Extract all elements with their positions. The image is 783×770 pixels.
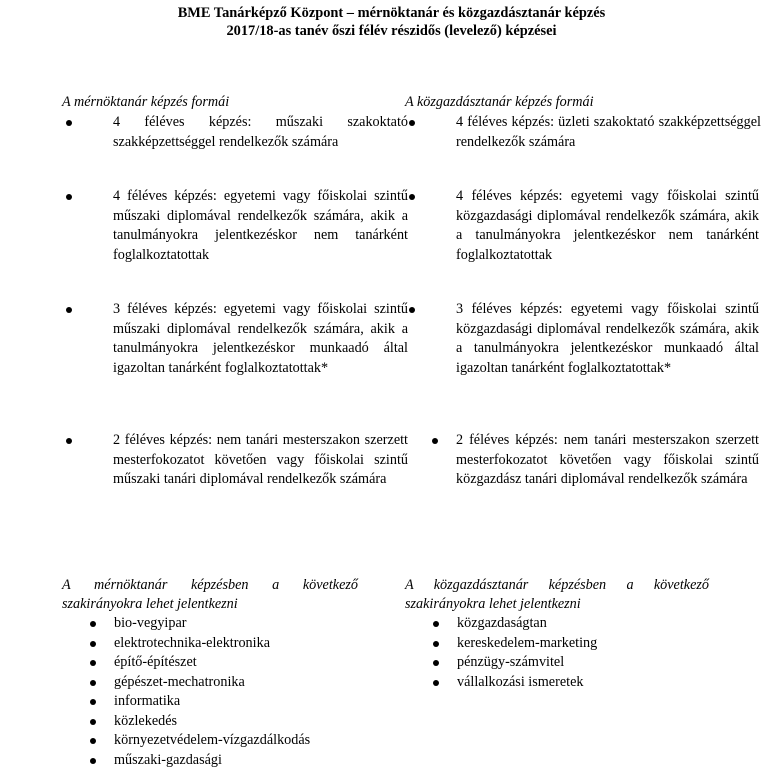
list-item: informatika xyxy=(62,692,358,712)
bullet-icon xyxy=(409,307,415,313)
list-item: vállalkozási ismeretek xyxy=(405,673,709,693)
left-spec-heading: A mérnöktanár képzésben a következő szakirányokra lehet jelentkezni xyxy=(62,576,358,614)
left-forms-heading: A mérnöktanár képzés formái xyxy=(62,93,362,112)
bullet-icon xyxy=(90,621,96,627)
list-item: kereskedelem-marketing xyxy=(405,634,709,654)
list-item: közgazdaságtan xyxy=(405,614,709,634)
title-line-2: 2017/18-as tanév őszi félév részidős (levelező) képzései xyxy=(0,22,783,40)
title-line-1: BME Tanárképző Központ – mérnöktanár és közgazdásztanár képzés xyxy=(0,4,783,22)
bullet-icon xyxy=(433,641,439,647)
list-item: bio-vegyipar xyxy=(62,614,358,634)
right-spec-list xyxy=(405,614,709,692)
right-form-2-wrap xyxy=(405,187,705,265)
right-form-item-3: 3 féléves képzés: egyetemi vagy főiskolai szintű közgazdasági diplomával rendelkezők számára, akik a tanulmányokra jelentkezéskor munkaadó által igazoltan tanárként foglalkoztatottak* xyxy=(405,300,759,378)
bullet-icon xyxy=(66,120,72,126)
left-form-4-wrap xyxy=(62,431,362,490)
right-form-item-2: 4 féléves képzés: egyetemi vagy főiskolai szintű közgazdasági diplomával rendelkezők számára, akik a tanulmányokra jelentkezéskor nem tanárként foglalkoztatottak xyxy=(405,187,759,265)
document-title xyxy=(0,4,783,40)
bullet-icon xyxy=(90,660,96,666)
right-column xyxy=(405,93,705,152)
right-spec-section xyxy=(405,576,709,692)
left-form-item-4: 2 féléves képzés: nem tanári mesterszakon szerzett mesterfokozatot követően vagy főiskolai szintű műszaki tanári diplomával rendelkezők számára xyxy=(62,431,408,490)
bullet-icon xyxy=(433,621,439,627)
right-form-3-wrap xyxy=(405,300,705,378)
list-item: környezetvédelem-vízgazdálkodás xyxy=(62,731,358,751)
left-form-3-wrap xyxy=(62,300,362,378)
list-item: műszaki-gazdasági xyxy=(62,751,358,770)
bullet-icon xyxy=(90,699,96,705)
left-form-item-2: 4 féléves képzés: egyetemi vagy főiskolai szintű műszaki diplomával rendelkezők számára, akik a tanulmányokra jelentkezéskor nem tanárként foglalkoztatottak xyxy=(62,187,408,265)
bullet-icon xyxy=(90,680,96,686)
right-forms-heading: A közgazdásztanár képzés formái xyxy=(405,93,705,112)
left-spec-section xyxy=(62,576,358,770)
bullet-icon xyxy=(409,120,415,126)
list-item: közlekedés xyxy=(62,712,358,732)
bullet-icon xyxy=(432,438,438,444)
bullet-icon xyxy=(90,738,96,744)
left-spec-list xyxy=(62,614,358,770)
bullet-icon xyxy=(409,194,415,200)
list-item: építő-építészet xyxy=(62,653,358,673)
bullet-icon xyxy=(66,438,72,444)
left-form-item-1: 4 féléves képzés: műszaki szakoktató szakképzettséggel rendelkezők számára xyxy=(62,113,408,152)
left-column xyxy=(62,93,362,152)
right-form-item-1: 4 féléves képzés: üzleti szakoktató szakképzettséggel rendelkezők számára xyxy=(405,113,761,152)
right-form-item-4: 2 féléves képzés: nem tanári mesterszakon szerzett mesterfokozatot követően vagy főiskolai szintű közgazdász tanári diplomával rendelkezők számára xyxy=(405,431,759,490)
list-item: elektrotechnika-elektronika xyxy=(62,634,358,654)
bullet-icon xyxy=(90,719,96,725)
list-item: gépészet-mechatronika xyxy=(62,673,358,693)
bullet-icon xyxy=(433,680,439,686)
bullet-icon xyxy=(66,194,72,200)
right-form-4-wrap xyxy=(405,431,705,490)
right-spec-heading: A közgazdásztanár képzésben a következő szakirányokra lehet jelentkezni xyxy=(405,576,709,614)
bullet-icon xyxy=(90,641,96,647)
bullet-icon xyxy=(66,307,72,313)
left-form-2-wrap xyxy=(62,187,362,265)
list-item: pénzügy-számvitel xyxy=(405,653,709,673)
bullet-icon xyxy=(90,758,96,764)
left-form-item-3: 3 féléves képzés: egyetemi vagy főiskolai szintű műszaki diplomával rendelkezők számára, akik a tanulmányokra jelentkezéskor munkaadó által igazoltan tanárként foglalkoztatottak* xyxy=(62,300,408,378)
bullet-icon xyxy=(433,660,439,666)
